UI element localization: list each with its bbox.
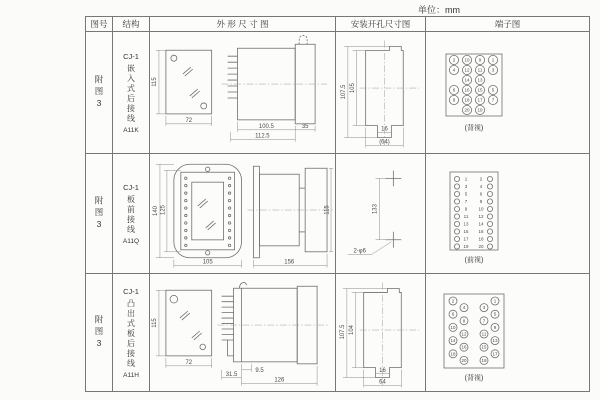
structure-desc: 凸出式板后接线 [126, 298, 136, 369]
side-dims [231, 121, 316, 141]
mounting-dims [340, 288, 401, 387]
structure-model: CJ-1 [123, 286, 139, 296]
dim-front-height: 140 [152, 205, 159, 216]
front-view [166, 50, 212, 114]
dim-inner-height: 125 [160, 204, 167, 215]
front-dims [152, 50, 212, 126]
row3-fig-no [86, 274, 113, 391]
dim-side-height: 115 [324, 204, 331, 215]
dim-pin-length: 31.5 [225, 371, 238, 378]
dim-flange-width: 35 [301, 123, 309, 130]
terminal-number: 9 [478, 57, 482, 63]
row2-fig-no [86, 154, 113, 274]
terminal-number: 14 [478, 221, 484, 227]
dim-hole-distance: 133 [372, 203, 379, 214]
terminal-number: 18 [450, 350, 456, 356]
terminal-number: 17 [477, 97, 483, 103]
terminal-number: 3 [482, 304, 486, 310]
side-dims [253, 168, 333, 267]
terminal-circles [449, 297, 499, 364]
row3-mounting-cell [336, 274, 426, 391]
dim-body-length: 100.5 [258, 123, 274, 130]
terminal-number: 13 [477, 77, 483, 83]
header-outline [150, 17, 336, 32]
side-dims [222, 363, 317, 385]
outline-drawing-a11k [150, 32, 335, 154]
view-label: (背视) [464, 124, 484, 132]
dim-front-width: 72 [185, 359, 193, 366]
fig-no-text: 附图3 [94, 74, 104, 111]
dim-outer-height: 107.5 [340, 84, 347, 99]
terminal-number: 8 [479, 198, 483, 204]
header-fig-no [86, 17, 113, 32]
terminal-number: 11 [481, 331, 487, 336]
row2-outline-cell [150, 154, 336, 274]
terminal-number: 12 [461, 331, 467, 336]
structure-model: CJ-1 [123, 51, 139, 61]
terminal-number: 18 [464, 97, 470, 103]
dim-front-height: 115 [151, 76, 158, 87]
row3-terminal-cell [426, 274, 589, 391]
dim-front-width: 105 [202, 259, 213, 266]
row1-terminal-cell [426, 32, 589, 154]
terminal-number: 11 [477, 67, 483, 73]
row1-mounting-cell [336, 32, 426, 154]
terminal-number: 7 [491, 97, 495, 103]
terminal-number: 3 [464, 183, 468, 189]
mounting-drawing-a11h [336, 274, 425, 391]
terminal-number: 15 [463, 228, 469, 234]
side-view [218, 282, 329, 363]
terminal-number: 2 [451, 298, 455, 303]
header-terminal-label: 端子图 [494, 19, 521, 29]
dim-notch-width: 16 [379, 367, 386, 374]
terminal-number: 15 [481, 344, 487, 350]
outline-drawing-a11q [150, 154, 335, 274]
structure-model: CJ-1 [123, 182, 139, 192]
view-label: (背视) [464, 374, 484, 382]
dim-total-width: 64 [379, 378, 386, 385]
terminal-number: 20 [478, 243, 484, 249]
structure-code: A11K [123, 126, 139, 134]
row1-outline-cell [150, 32, 336, 154]
terminal-number: 14 [464, 77, 470, 83]
terminal-number: 18 [478, 236, 484, 242]
hole-spec-label: 2-φ6 [353, 248, 366, 255]
header-structure-label: 结构 [122, 19, 140, 29]
terminal-number: 3 [491, 67, 495, 73]
terminal-number: 7 [482, 317, 486, 323]
terminal-diagram-a11k [426, 32, 589, 154]
terminal-circles [449, 55, 497, 114]
terminal-diagram-a11h [426, 274, 589, 391]
outline-drawing-a11h [150, 274, 335, 391]
dim-body-length: 126 [274, 377, 285, 384]
structure-block [123, 287, 139, 379]
terminal-number: 4 [462, 304, 466, 310]
terminal-number: 5 [493, 311, 497, 317]
terminal-number: 19 [477, 107, 483, 113]
terminal-number: 19 [463, 243, 469, 249]
terminal-number: 11 [463, 213, 469, 219]
terminal-number: 1 [491, 57, 495, 63]
dim-inner-height: 105 [349, 82, 356, 93]
dim-front-width: 72 [185, 117, 193, 124]
hole-marks [385, 170, 401, 247]
row3-outline-cell [150, 274, 336, 391]
header-outline-label: 外 形 尺 寸 图 [216, 19, 269, 29]
header-mounting-label: 安装开孔尺寸图 [350, 19, 411, 29]
terminal-number: 2 [479, 176, 483, 182]
header-fig-no-label: 图号 [90, 19, 108, 29]
structure-block [123, 52, 139, 134]
dim-side-length: 156 [284, 259, 295, 266]
terminal-number: 5 [464, 191, 468, 197]
terminal-number: 6 [451, 311, 455, 317]
terminal-number: 5 [491, 87, 495, 93]
mounting-drawing-a11k [336, 32, 425, 154]
header-mounting [336, 17, 426, 32]
dim-total-width: (64) [379, 138, 390, 145]
terminal-number: 19 [481, 357, 487, 363]
terminal-number: 17 [492, 350, 498, 356]
unit-label: 单位：mm [418, 5, 460, 15]
row2-mounting-cell [336, 154, 426, 274]
dim-outer-height: 107.5 [339, 324, 346, 339]
terminal-number: 16 [461, 344, 467, 350]
terminal-number: 1 [464, 176, 468, 182]
terminal-number: 13 [463, 221, 469, 227]
terminal-number: 16 [464, 87, 470, 93]
terminal-number: 4 [452, 67, 456, 73]
dim-inner-height: 104 [348, 324, 355, 335]
terminal-number: 9 [464, 206, 468, 212]
structure-desc: 嵌入式后接线 [126, 63, 136, 124]
terminal-number: 14 [450, 337, 456, 343]
row2-structure [113, 154, 150, 274]
terminal-number: 6 [452, 87, 456, 93]
dim-front-height: 115 [151, 317, 158, 328]
terminal-number: 8 [452, 97, 456, 103]
view-label: (前视) [464, 256, 484, 264]
terminal-number: 10 [450, 324, 456, 330]
terminal-number: 9 [493, 324, 497, 330]
row1-fig-no [86, 32, 113, 154]
terminal-number: 12 [478, 213, 484, 219]
dim-offset: 9.5 [255, 367, 264, 374]
structure-code: A11H [123, 371, 139, 379]
dim-total-length: 112.5 [255, 133, 270, 140]
terminal-number: 7 [464, 198, 468, 204]
side-view [222, 35, 327, 124]
spec-table [85, 16, 590, 392]
fig-no-text: 附图3 [94, 195, 104, 232]
header-terminal [426, 17, 589, 32]
fig-no-text: 附图3 [94, 314, 104, 351]
structure-code: A11Q [122, 237, 140, 245]
terminal-number: 16 [478, 228, 484, 234]
terminal-number: 2 [452, 57, 456, 63]
terminal-number: 6 [479, 191, 483, 197]
terminal-number: 12 [464, 67, 470, 73]
mounting-drawing-a11q [336, 154, 425, 274]
terminal-number: 17 [463, 236, 469, 242]
terminal-diagram-a11q [426, 154, 589, 274]
terminal-number: 10 [478, 206, 484, 212]
structure-desc: 板前接线 [126, 194, 136, 235]
terminal-number: 20 [464, 107, 470, 113]
row3-structure [113, 274, 150, 391]
structure-block [123, 183, 139, 245]
terminal-number: 20 [461, 357, 467, 363]
dim-notch-width: 16 [381, 126, 388, 133]
terminal-number: 13 [492, 337, 498, 343]
terminal-number: 15 [477, 87, 483, 93]
mounting-dims [348, 178, 392, 254]
row2-terminal-cell [426, 154, 589, 274]
header-structure [113, 17, 150, 32]
terminal-number: 1 [493, 298, 497, 303]
mounting-dims [341, 46, 403, 147]
side-view [247, 166, 333, 258]
terminal-number: 4 [479, 183, 483, 189]
terminal-number: 8 [462, 317, 466, 323]
terminal-circles [454, 176, 492, 249]
terminal-number: 10 [464, 57, 470, 63]
front-view [174, 164, 242, 257]
front-view [166, 290, 212, 356]
row1-structure [113, 32, 150, 154]
